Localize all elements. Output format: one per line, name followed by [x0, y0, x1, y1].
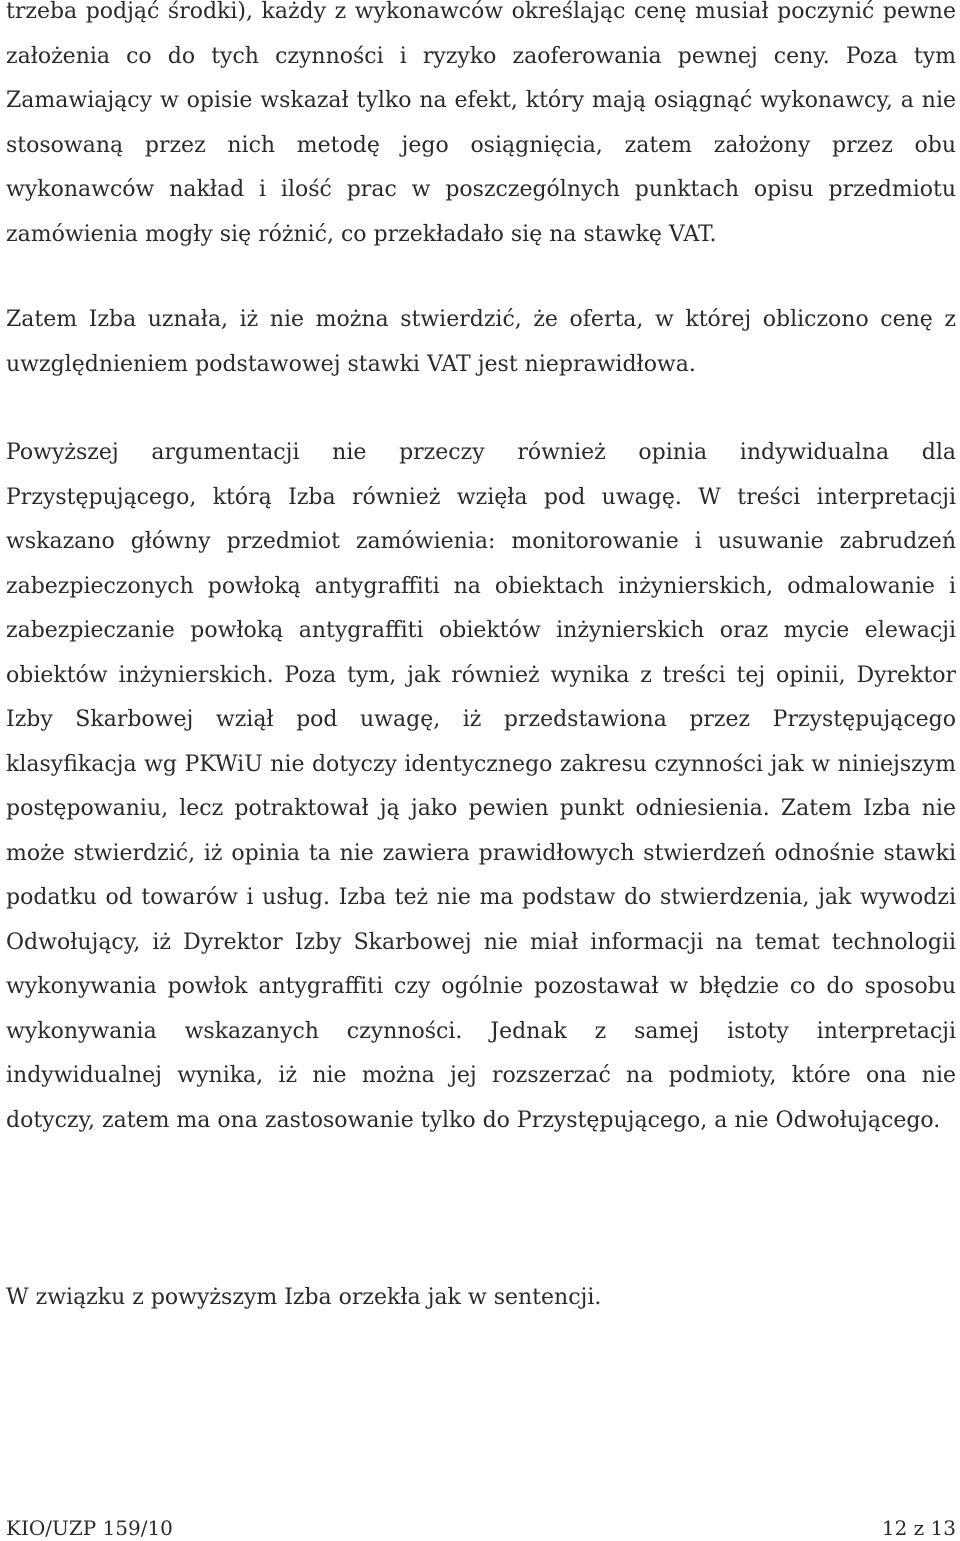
paragraph-4: W związku z powyższym Izba orzekła jak w sentencji. — [6, 1285, 602, 1310]
case-number: KIO/UZP 159/10 — [6, 1516, 173, 1540]
page-indicator: 12 z 13 — [881, 1516, 956, 1540]
paragraph-3: Powyższej argumentacji nie przeczy również opinia indywidualna dla Przystępującego, którą Izba również wzięła pod uwagę. W treści interpretacji wskazano główny przedmiot zamówienia: monitorowanie i usuwanie zabrudzeń zabezpieczonych powłoką antygraffiti na obiektach inżynierskich, odmalowanie i zabezpieczanie powłoką antygraffiti obiektów inżynierskich oraz mycie elewacji obiektów inżynierskich. Poza tym, jak również wynika z treści tej opinii, Dyrektor Izby Skarbowej wziął pod uwagę, iż przedstawiona przez Przystępującego klasyfikacja wg PKWiU nie dotyczy identycznego zakresu czynności jak w niniejszym postępowaniu, lecz potraktował ją jako pewien punkt odniesienia. Zatem Izba nie może stwierdzić, iż opinia ta nie zawiera prawidłowych stwierdzeń odnośnie stawki podatku od towarów i usług. Izba też nie ma podstaw do stwierdzenia, jak wywodzi Odwołujący, iż Dyrektor Izby Skarbowej nie miał informacji na temat technologii wykonywania powłok antygraffiti czy ogólnie pozostawał w błędzie co do sposobu wykonywania wskazanych czynności. Jednak z samej istoty interpretacji indywidualnej wynika, iż nie można jej rozszerzać na podmioty, które ona nie dotyczy, zatem ma ona zastosowanie tylko do Przystępującego, a nie Odwołującego. — [6, 440, 956, 1133]
paragraph-2: Zatem Izba uznała, iż nie można stwierdzić, że oferta, w której obliczono cenę z uwzględnieniem podstawowej stawki VAT jest nieprawidłowa. — [6, 307, 956, 377]
paragraph-1: trzeba podjąć środki), każdy z wykonawców określając cenę musiał poczynić pewne założenia co do tych czynności i ryzyko zaoferowania pewnej ceny. Poza tym Zamawiający w opisie wskazał tylko na efekt, który mają osiągnąć wykonawcy, a nie stosowaną przez nich metodę jego osiągnięcia, zatem założony przez obu wykonawców nakład i ilość prac w poszczególnych punktach opisu przedmiotu zamówienia mogły się różnić, co przekładało się na stawkę VAT. — [6, 0, 956, 247]
